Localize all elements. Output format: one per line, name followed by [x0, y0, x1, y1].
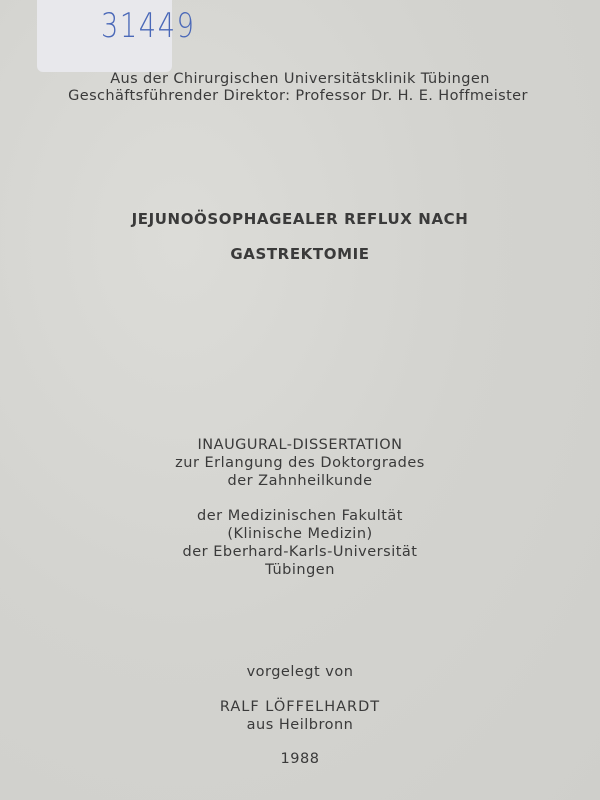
- author-name: RALF LÖFFELHARDT: [219, 699, 381, 715]
- faculty-line: (Klinische Medizin): [227, 526, 373, 542]
- library-sticker: [37, 0, 196, 72]
- presented-by: vorgelegt von: [246, 664, 354, 680]
- title-line-1: JEJUNOÖSOPHAGEALER REFLUX NACH: [131, 210, 469, 228]
- dissertation-line: zur Erlangung des Doktorgrades: [175, 455, 425, 471]
- faculty-line: der Medizinischen Fakultät: [197, 508, 403, 524]
- author-origin: aus Heilbronn: [246, 717, 354, 733]
- year: 1988: [280, 751, 320, 767]
- dissertation-heading: INAUGURAL-DISSERTATION: [197, 437, 403, 453]
- city-line: Tübingen: [265, 562, 335, 578]
- dissertation-line: der Zahnheilkunde: [227, 473, 373, 489]
- header-clinic: Aus der Chirurgischen Universitätsklinik Tübingen: [110, 71, 490, 87]
- university-line: der Eberhard-Karls-Universität: [182, 544, 418, 560]
- handwritten-number: 31449: [101, 6, 196, 46]
- title-line-2: GASTREKTOMIE: [230, 245, 370, 263]
- header-director: Geschäftsführender Direktor: Professor Dr. H. E. Hoffmeister: [68, 88, 528, 104]
